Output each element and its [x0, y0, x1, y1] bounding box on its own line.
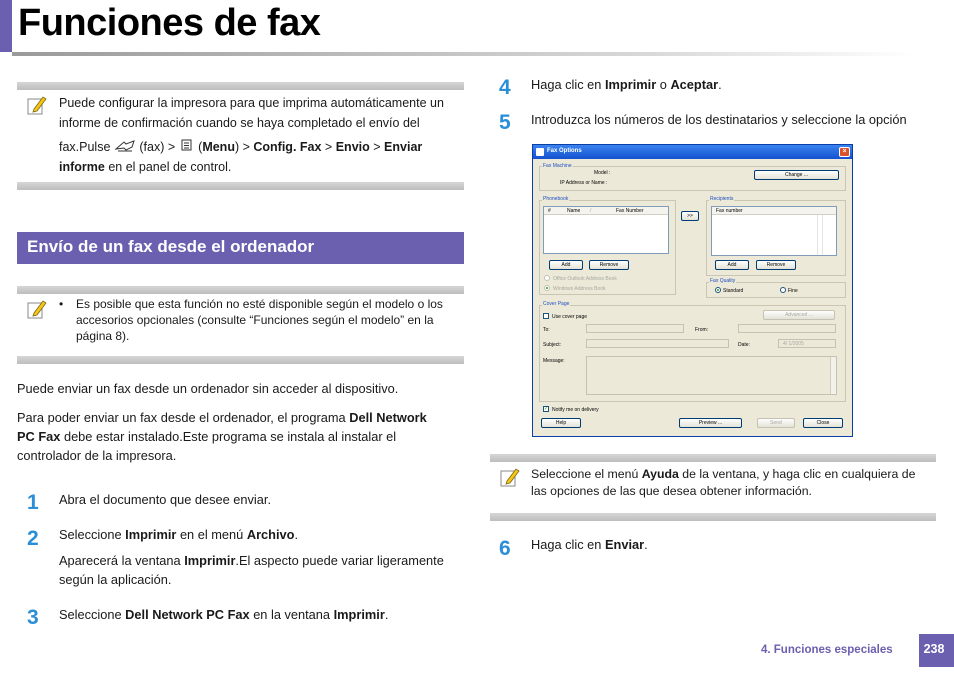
note-text-fragment: >	[373, 140, 381, 154]
note-top-rule	[17, 82, 464, 90]
footer-section-label: 4. Funciones especiales	[761, 644, 893, 656]
fax-options-dialog	[532, 144, 853, 437]
text-fragment: Seleccione	[59, 527, 122, 542]
change-button[interactable]: Change ...	[754, 170, 839, 180]
advanced-button[interactable]: Advanced ...	[763, 310, 835, 320]
message-field[interactable]	[586, 356, 837, 395]
note-pencil-icon	[25, 94, 47, 116]
text-fragment: en el menú	[179, 527, 244, 542]
note-text	[76, 296, 471, 344]
note-line: página 8).	[76, 329, 130, 343]
column-header: Fax Number	[616, 208, 644, 214]
close-button[interactable]: Close	[803, 418, 843, 428]
note-text-fragment: (	[198, 140, 203, 154]
dialog-titlebar	[533, 145, 852, 159]
help-button[interactable]: Help	[541, 418, 581, 428]
section-title: Envío de un fax desde el ordenador	[27, 237, 315, 256]
step-text	[59, 525, 464, 544]
send-button[interactable]: Send	[757, 418, 795, 428]
note-text	[531, 466, 933, 500]
step-text: Introduzca los números de los destinatarios y seleccione la opción	[531, 112, 907, 127]
note-bottom-rule	[17, 356, 464, 364]
use-cover-page-checkbox[interactable]	[543, 313, 549, 319]
page-number-badge	[919, 634, 954, 667]
menu-label: Menu	[202, 140, 235, 154]
notify-delivery-label: Notify me on delivery	[552, 407, 599, 413]
from-label: From:	[695, 327, 709, 333]
windows-address-radio[interactable]	[544, 285, 550, 291]
note-text-fragment: en el panel de control.	[108, 160, 232, 174]
note-line	[59, 157, 469, 177]
text-fragment: Haga clic en	[531, 77, 602, 92]
menu-ref: Imprimir	[125, 527, 177, 542]
dialog-title: Fax Options	[547, 148, 582, 154]
fine-radio[interactable]	[780, 287, 786, 293]
text-fragment: las opciones de las que desea obtener información.	[531, 484, 812, 498]
note-text-fragment: ) >	[234, 140, 250, 154]
outlook-label: Office Outlook Address Book	[553, 276, 617, 282]
menu-icon	[179, 139, 195, 153]
standard-label: Standard	[723, 288, 744, 294]
note-line: accesorios opcionales (consulte “Funciones según el modelo” en la	[76, 313, 434, 327]
note-line: Es posible que esta función no esté disponible según el modelo o los	[76, 297, 443, 311]
text-fragment: .El aspecto puede variar ligeramente	[235, 553, 444, 568]
group-label: Fax Machine	[543, 163, 572, 169]
step-number: 4	[499, 76, 511, 99]
text-fragment: Seleccione	[59, 607, 122, 622]
note-text	[59, 93, 469, 177]
text-fragment: controlador de la impresora.	[17, 448, 177, 463]
button-ref: Imprimir	[604, 77, 657, 92]
note-line	[59, 137, 469, 157]
group-label: Phonebook	[543, 196, 569, 202]
config-fax-label: Config. Fax	[253, 140, 322, 154]
window-ref: Imprimir	[333, 607, 385, 622]
title-bar	[0, 0, 954, 56]
to-label: To:	[543, 327, 550, 333]
subject-label: Subject:	[543, 342, 562, 348]
step-number: 6	[499, 537, 511, 560]
text-fragment: .	[644, 537, 648, 552]
subject-field[interactable]	[586, 339, 729, 348]
program-name: PC Fax	[17, 429, 61, 444]
column-header: Fax number	[716, 208, 743, 214]
note-text-fragment: >	[324, 140, 333, 154]
window-ref: Imprimir	[184, 553, 236, 568]
use-cover-page-label: Use cover page	[552, 314, 588, 320]
page-title: Funciones de fax	[18, 2, 321, 44]
close-icon[interactable]: ×	[839, 147, 850, 157]
recipients-add-button[interactable]: Add	[715, 260, 749, 270]
fax-icon	[114, 139, 136, 153]
recipients-remove-button[interactable]: Remove	[756, 260, 796, 270]
text-fragment: .	[294, 527, 299, 542]
note-text-fragment: fax.Pulse	[59, 140, 111, 154]
note-pencil-icon	[498, 466, 520, 488]
text-fragment: o	[659, 77, 667, 92]
program-name: Dell Network PC Fax	[125, 607, 250, 622]
notify-delivery-checkbox[interactable]: ✓	[544, 406, 549, 412]
step-number: 3	[27, 606, 39, 629]
windows-address-label: Windows Address Book	[553, 286, 606, 292]
note-line: informe de confirmación cuando se haya completado el envío del	[59, 116, 420, 130]
note-box-help	[490, 454, 936, 521]
text-fragment: debe estar instalado.Este programa se instala al instalar el	[63, 429, 397, 444]
note-top-rule	[17, 286, 464, 294]
column-header: Name	[567, 208, 581, 214]
from-field[interactable]	[738, 324, 836, 333]
note-line: Puede configurar la impresora para que imprima automáticamente un	[59, 96, 444, 110]
title-accent-bar	[0, 0, 12, 52]
step-text: Abra el documento que desee enviar.	[59, 492, 272, 507]
note-pencil-icon	[25, 298, 47, 320]
outlook-radio[interactable]	[544, 275, 550, 281]
enviar-informe-label: Enviar	[384, 140, 423, 154]
enviar-informe-label: informe	[59, 160, 105, 174]
ip-address-label: IP Address or Name :	[560, 180, 608, 186]
text-fragment: Haga clic en	[531, 537, 602, 552]
phonebook-add-button[interactable]: Add	[549, 260, 583, 270]
step-text	[531, 75, 941, 94]
date-value: 4/ 1/2005	[783, 341, 804, 347]
note-box-confirmation	[17, 82, 464, 191]
preview-button[interactable]: Preview ...	[679, 418, 742, 428]
date-label: Date:	[738, 342, 750, 348]
menu-ref: Archivo	[246, 527, 295, 542]
step-subtext	[59, 551, 464, 589]
text-fragment: Aparecerá la ventana	[59, 553, 181, 568]
message-label: Message:	[543, 358, 565, 364]
title-divider	[12, 52, 917, 56]
text-fragment: de la ventana, y haga clic en cualquiera de	[682, 467, 916, 481]
text-fragment: según la aplicación.	[59, 572, 172, 587]
list-header	[544, 207, 668, 215]
recipients-list[interactable]	[711, 206, 837, 256]
page-number: 238	[923, 642, 945, 656]
column-header: #	[548, 208, 551, 214]
step-text	[59, 605, 464, 624]
phonebook-list[interactable]	[543, 206, 669, 254]
text-fragment: .	[718, 77, 722, 92]
program-name: Dell Network	[349, 410, 427, 425]
group-label: Fax Quality	[710, 278, 736, 284]
text-fragment: Seleccione el menú	[531, 467, 639, 481]
note-box-availability	[17, 286, 464, 365]
note-bottom-rule	[490, 513, 936, 521]
paragraph: Puede enviar un fax desde un ordenador sin acceder al dispositivo.	[17, 381, 399, 396]
text-fragment: .	[384, 607, 389, 622]
list-header	[712, 207, 836, 215]
note-text-fragment: (fax) >	[139, 140, 176, 154]
to-field[interactable]	[586, 324, 684, 333]
envio-label: Envio	[335, 140, 370, 154]
group-label: Cover Page	[543, 301, 570, 307]
standard-radio[interactable]	[715, 287, 721, 293]
menu-ref: Ayuda	[641, 467, 679, 481]
phonebook-remove-button[interactable]: Remove	[589, 260, 629, 270]
fax-app-icon	[536, 148, 544, 156]
step-text	[531, 535, 941, 554]
step-number: 5	[499, 111, 511, 134]
text-fragment: Para poder enviar un fax desde el ordenador, el programa	[17, 410, 346, 425]
add-to-recipients-button[interactable]: >>	[681, 211, 699, 221]
note-bullet: •	[59, 297, 64, 311]
note-top-rule	[490, 454, 936, 462]
model-label: Model :	[594, 170, 611, 176]
column-separator: /	[590, 208, 592, 214]
button-ref: Aceptar	[670, 77, 719, 92]
note-bottom-rule	[17, 182, 464, 190]
section-header	[17, 232, 464, 264]
message-scrollbar[interactable]	[830, 357, 836, 394]
fine-label: Fine	[788, 288, 798, 294]
date-field[interactable]	[778, 339, 836, 348]
paragraph	[17, 408, 464, 465]
group-label: Recipients	[710, 196, 734, 202]
button-ref: Enviar	[604, 537, 645, 552]
text-fragment: en la ventana	[253, 607, 331, 622]
step-number: 2	[27, 527, 39, 550]
step-number: 1	[27, 491, 39, 514]
